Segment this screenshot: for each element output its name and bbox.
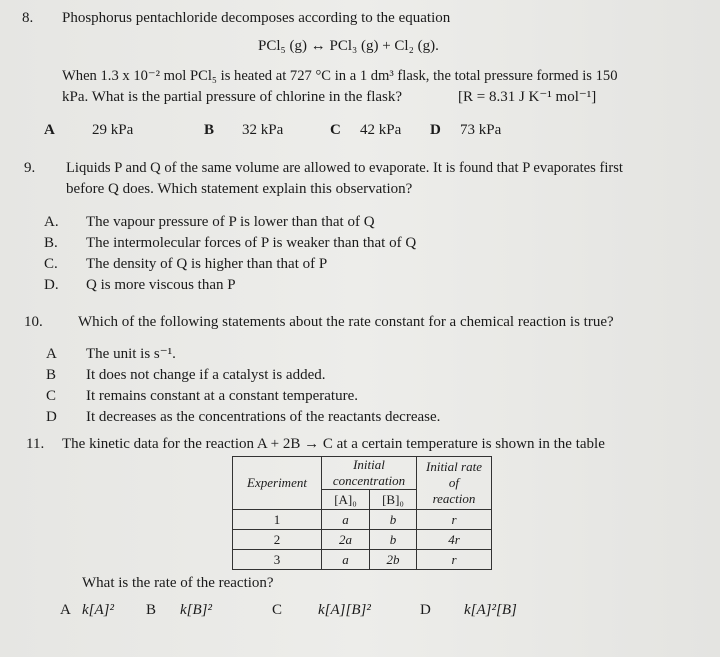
q9-option-a-text[interactable]: The vapour pressure of P is lower than that of Q — [86, 214, 375, 230]
table-row — [233, 530, 492, 550]
q9-stem-line2: before Q does. Which statement explain this observation? — [66, 181, 413, 197]
experiment-cell: 3 — [233, 550, 322, 570]
q11-option-d-text[interactable]: k[A]²[B] — [464, 602, 517, 618]
q8-line3: kPa. What is the partial pressure of chlorine in the flask? — [62, 89, 403, 105]
q9-option-a-letter[interactable]: A. — [44, 214, 59, 230]
q11-option-a-letter[interactable]: A — [60, 602, 71, 618]
header-initial: Initial — [353, 457, 385, 472]
q10-number: 10. — [24, 314, 43, 330]
q10-option-b-letter[interactable]: B — [46, 367, 57, 383]
experiment-cell: 1 — [233, 510, 322, 530]
q8-number: 8. — [22, 10, 34, 26]
q8-option-c-text[interactable]: 42 kPa — [360, 122, 402, 138]
header-initial-rate — [416, 457, 491, 510]
q8-option-a-letter[interactable]: A — [44, 122, 55, 138]
q10-option-d-text[interactable]: It decreases as the concentrations of the reactants decrease. — [86, 409, 441, 425]
a0-cell: a — [322, 510, 370, 530]
a0-cell: a — [322, 550, 370, 570]
q8-option-b-letter[interactable]: B — [204, 122, 215, 138]
a0-cell: 2a — [322, 530, 370, 550]
q11-number: 11. — [26, 436, 45, 452]
q11-stem: The kinetic data for the reaction A + 2B → C at a certain temperature is shown in the table — [62, 436, 605, 452]
b0-cell: 2b — [370, 550, 417, 570]
q8-line2: When 1.3 x 10⁻² mol PCl₅ is heated at 727 °C in a 1 dm³ flask, the total pressure formed is 150 — [62, 68, 618, 84]
header-initial-concentration — [322, 457, 417, 490]
q8-option-d-letter[interactable]: D — [430, 122, 441, 138]
q10-option-a-letter[interactable]: A — [46, 346, 57, 362]
experiment-cell: 2 — [233, 530, 322, 550]
q9-number: 9. — [24, 160, 36, 176]
q9-option-c-text[interactable]: The density of Q is higher than that of P — [86, 256, 328, 272]
rate-cell: 4r — [416, 530, 491, 550]
q11-question: What is the rate of the reaction? — [82, 575, 274, 591]
q9-option-b-text[interactable]: The intermolecular forces of P is weaker than that of Q — [86, 235, 417, 251]
q9-option-d-text[interactable]: Q is more viscous than P — [86, 277, 236, 293]
q11-option-c-letter[interactable]: C — [272, 602, 283, 618]
q8-option-d-text[interactable]: 73 kPa — [460, 122, 502, 138]
header-rate-line2: reaction — [432, 491, 476, 506]
header-concentration: concentration — [332, 473, 406, 488]
header-rate-line1: Initial rate of — [426, 459, 482, 490]
header-experiment: Experiment — [233, 457, 322, 510]
q8-gas-constant: [R = 8.31 J K⁻¹ mol⁻¹] — [458, 89, 597, 105]
q9-option-b-letter[interactable]: B. — [44, 235, 58, 251]
q9-option-d-letter[interactable]: D. — [44, 277, 59, 293]
q11-option-d-letter[interactable]: D — [420, 602, 431, 618]
b0-cell: b — [370, 530, 417, 550]
q10-option-c-text[interactable]: It remains constant at a constant temperature. — [86, 388, 358, 404]
q9-stem-line1: Liquids P and Q of the same volume are allowed to evaporate. It is found that P evaporates first — [66, 160, 623, 176]
q10-option-a-text[interactable]: The unit is s⁻¹. — [86, 346, 176, 362]
q11-option-b-text[interactable]: k[B]² — [180, 602, 212, 618]
header-a0: [A]₀ — [322, 490, 370, 510]
q8-option-b-text[interactable]: 32 kPa — [242, 122, 284, 138]
kinetics-table — [232, 456, 492, 570]
b0-cell: b — [370, 510, 417, 530]
q11-option-a-text[interactable]: k[A]² — [82, 602, 114, 618]
q8-option-c-letter[interactable]: C — [330, 122, 341, 138]
q9-option-c-letter[interactable]: C. — [44, 256, 58, 272]
q8-option-a-text[interactable]: 29 kPa — [92, 122, 134, 138]
q11-option-c-text[interactable]: k[A][B]² — [318, 602, 371, 618]
q10-option-c-letter[interactable]: C — [46, 388, 57, 404]
rate-cell: r — [416, 550, 491, 570]
table-row — [233, 510, 492, 530]
q10-stem: Which of the following statements about the rate constant for a chemical reaction is true? — [78, 314, 614, 330]
q11-option-b-letter[interactable]: B — [146, 602, 157, 618]
q10-option-d-letter[interactable]: D — [46, 409, 57, 425]
q8-stem: Phosphorus pentachloride decomposes according to the equation — [62, 10, 451, 26]
q10-option-b-text[interactable]: It does not change if a catalyst is added. — [86, 367, 326, 383]
q8-equation: PCl₅ (g) ↔ PCl₃ (g) + Cl₂ (g). — [258, 38, 439, 54]
rate-cell: r — [416, 510, 491, 530]
table-row — [233, 550, 492, 570]
header-b0: [B]₀ — [370, 490, 417, 510]
